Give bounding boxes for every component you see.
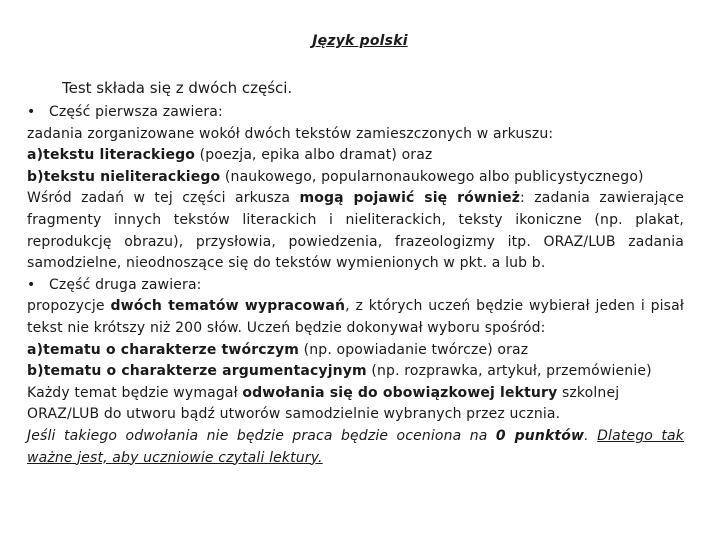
part2-req-bold: odwołania się do obowiązkowej lektury [242, 384, 558, 401]
page-title: Język polski [312, 33, 408, 49]
closing-note [27, 426, 684, 469]
part2-paragraph [27, 296, 684, 339]
part1-para-rest: : zadania zawierające fragmenty innych tekstów literackich i nieliterackich, teksty ikoniczne (np. plakat, reprodukcję obrazu), przysłowia, powiedzenia, frazeologizmy itp. ORAZ/LUB zadania samodzielne, nieodnoszące się do tekstów wymienionych w pkt. a lub b. [27, 190, 684, 272]
part2-line-start: propozycje [27, 298, 111, 315]
part1-item-b [27, 167, 684, 189]
closing-bold: 0 punktów [495, 427, 585, 444]
part2-line-bold: dwóch tematów wypracowań [110, 298, 346, 315]
part1-item-a-rest: (poezja, epika albo dramat) oraz [195, 147, 433, 164]
document-body [27, 102, 684, 469]
part2-item-b-bold: b)tematu o charakterze argumentacyjnym [27, 363, 367, 380]
part2-heading-text: Część druga zawiera: [49, 276, 202, 293]
part2-heading [27, 275, 684, 297]
intro-text: Test składa się z dwóch części. [62, 79, 293, 97]
closing-mid: . [584, 427, 598, 444]
part2-req-start: Każdy temat będzie wymagał [27, 384, 243, 401]
bullet-icon: • [27, 276, 36, 293]
part2-item-b [27, 361, 684, 383]
part1-item-b-rest: (naukowego, popularnonaukowego albo publicystycznego) [220, 168, 644, 185]
bullet-icon: • [27, 104, 36, 120]
part2-item-b-rest: (np. rozprawka, artykuł, przemówienie) [366, 363, 652, 380]
part2-requirement [27, 383, 684, 426]
part1-para-start: Wśród zadań w tej części arkusza [27, 190, 300, 207]
part1-line1: zadania zorganizowane wokół dwóch tekstów zamieszczonych w arkuszu: [27, 125, 554, 142]
part1-heading [27, 102, 684, 124]
part2-item-a-rest: (np. opowiadanie twórcze) oraz [299, 341, 529, 358]
part1-item-a-bold: a)tekstu literackiego [27, 147, 196, 164]
closing-underlined: Dlatego tak ważne jest, aby uczniowie czytali lektury. [27, 427, 684, 466]
closing-start: Jeśli takiego odwołania nie będzie praca będzie oceniona na [27, 427, 496, 444]
part1-paragraph [27, 188, 684, 274]
part1-para-bold: mogą pojawić się również [299, 190, 521, 207]
part1-item-a [27, 145, 684, 167]
part1-item-b-bold: b)tekstu nieliterackiego [27, 168, 221, 185]
part2-line-rest: , z których uczeń będzie wybierał jeden i pisał tekst nie krótszy niż 200 słów. Uczeń będzie dokonywał wyboru spośród: [27, 298, 684, 336]
part1-heading-text: Część pierwsza zawiera: [49, 104, 223, 120]
part2-item-a [27, 340, 684, 362]
part2-req-rest: szkolnej ORAZ/LUB do utworu bądź utworów samodzielnie wybranych przez ucznia. [27, 384, 620, 423]
part2-item-a-bold: a)tematu o charakterze twórczym [27, 341, 300, 358]
